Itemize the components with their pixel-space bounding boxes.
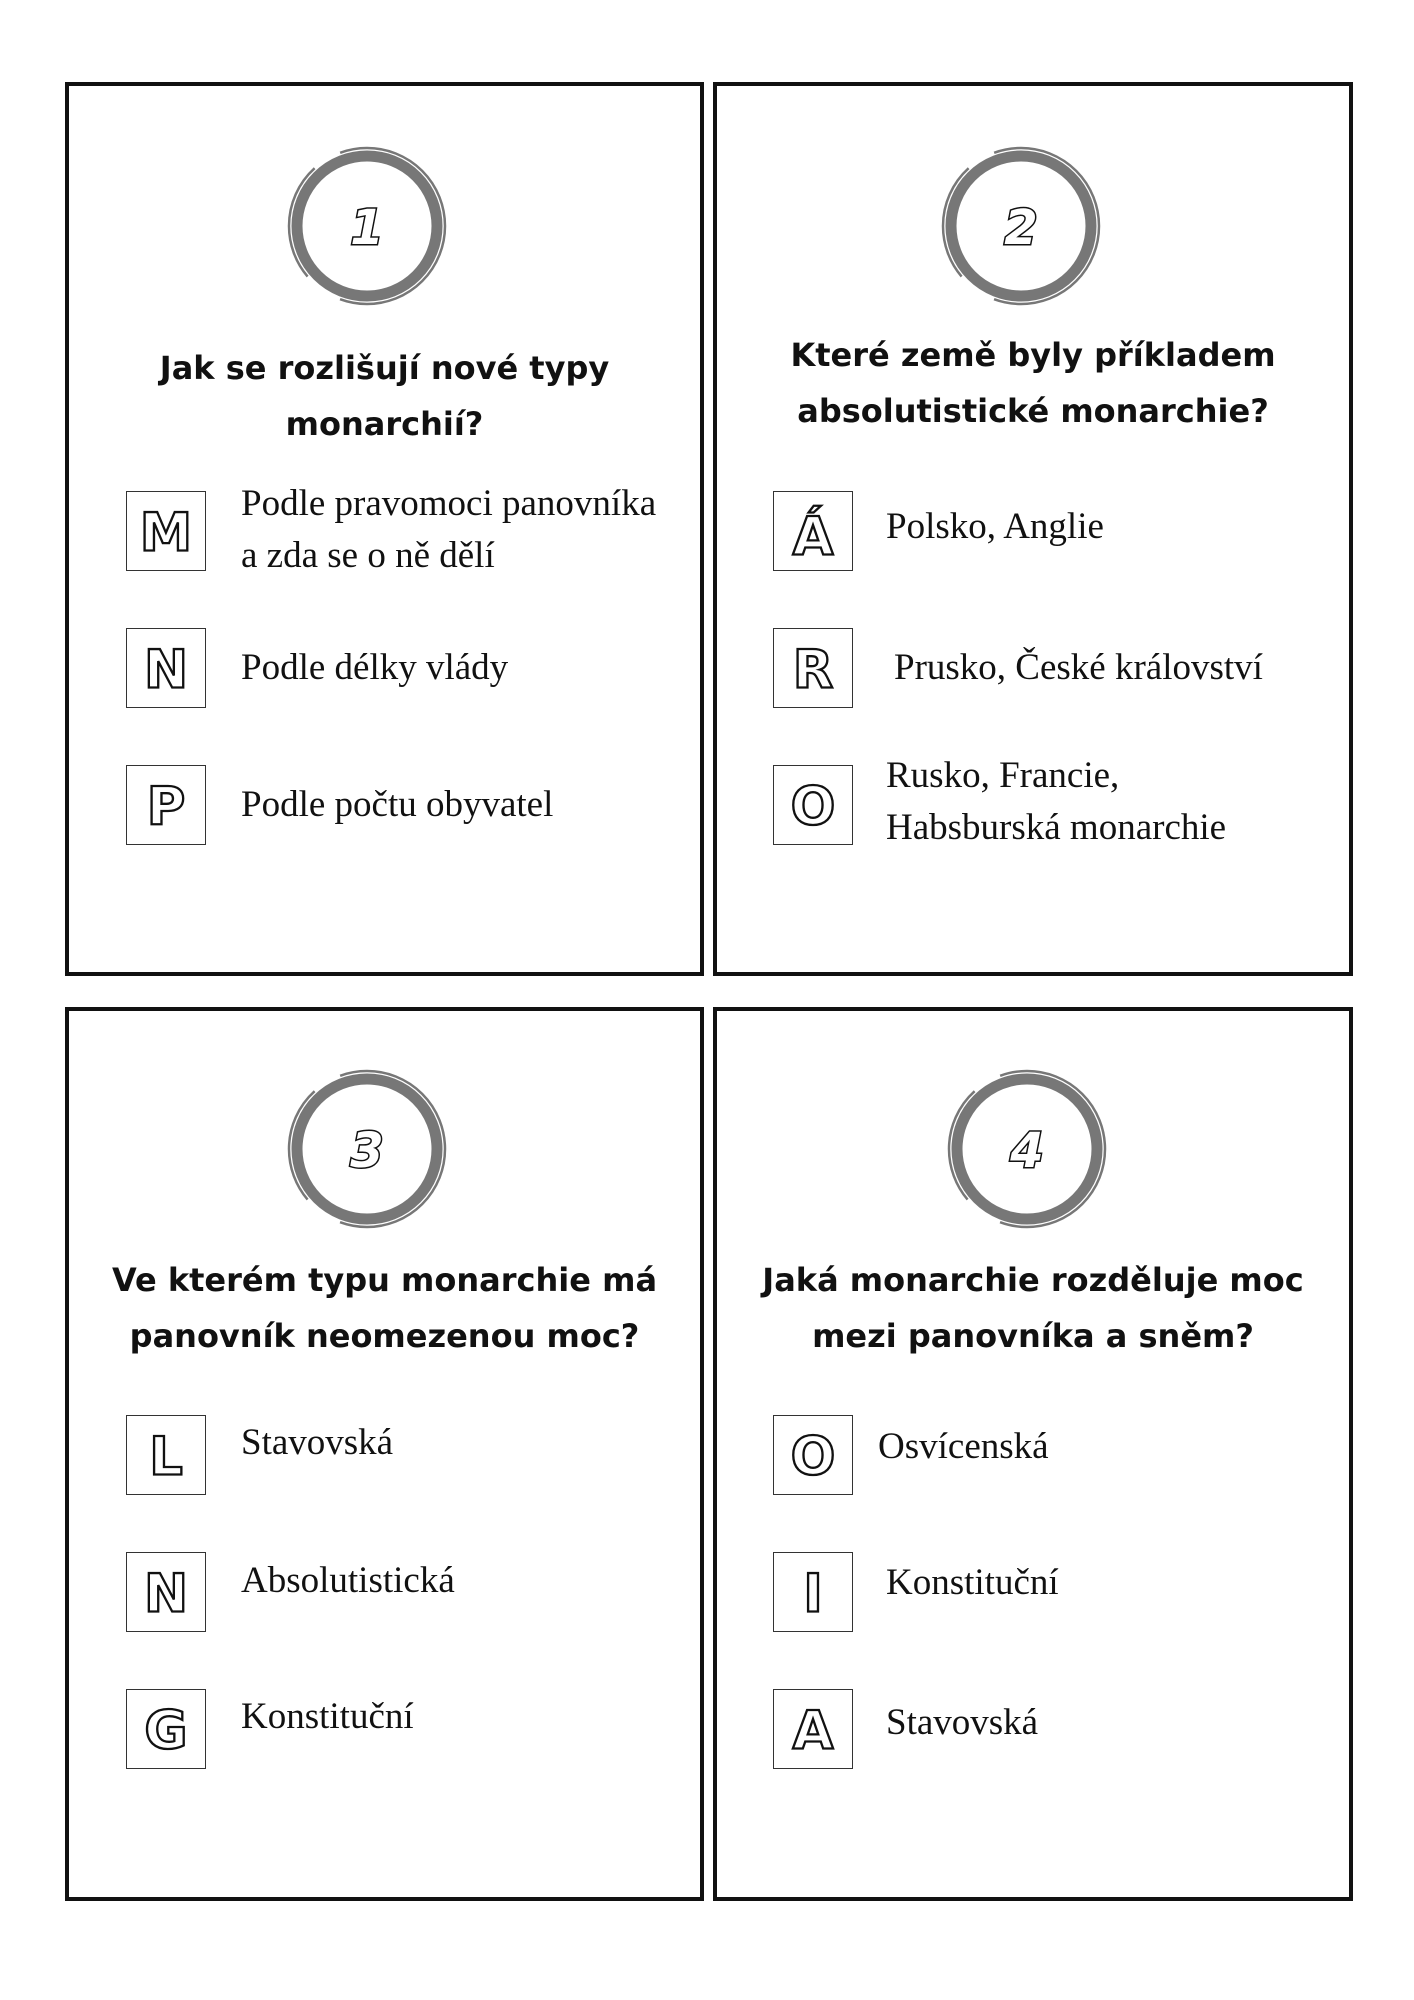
card-number: 3 xyxy=(350,1123,384,1179)
card-number: 1 xyxy=(350,200,384,256)
option-text: Podle počtu obyvatel xyxy=(241,784,554,825)
option-letter: I xyxy=(803,1563,823,1625)
option-text: Polsko, Anglie xyxy=(886,506,1104,547)
question-text: Ve kterém typu monarchie má panovník neomezenou moc? xyxy=(111,1261,658,1355)
option-text: Prusko, České království xyxy=(894,647,1263,688)
option-letter: O xyxy=(790,776,836,838)
option-letter: G xyxy=(144,1700,188,1762)
card-number: 2 xyxy=(1004,200,1038,256)
option-letter-box xyxy=(773,1689,853,1769)
card-number-badge xyxy=(287,146,447,306)
ring-icon xyxy=(287,1069,447,1229)
option-letter-box xyxy=(126,1689,206,1769)
card-number-badge xyxy=(941,146,1101,306)
option-letter: N xyxy=(143,1563,189,1625)
option-letter-box xyxy=(126,491,206,571)
option-letter: O xyxy=(790,1426,836,1488)
ring-icon xyxy=(947,1069,1107,1229)
option-letter: N xyxy=(143,639,189,701)
option-letter: Á xyxy=(792,506,834,568)
option-letter: R xyxy=(792,639,834,701)
card-number-badge xyxy=(947,1069,1107,1229)
quiz-card-1 xyxy=(65,82,704,976)
option-letter-box xyxy=(773,1552,853,1632)
option-text: Konstituční xyxy=(886,1562,1059,1603)
option-text: Konstituční xyxy=(241,1696,414,1737)
option-letter-box xyxy=(773,765,853,845)
question-text: Jaká monarchie rozděluje moc mezi panovníka a sněm? xyxy=(762,1261,1304,1355)
option-letter: A xyxy=(792,1700,834,1762)
option-text: Podle pravomoci panovníka a zda se o ně dělí xyxy=(241,483,657,576)
ring-icon xyxy=(287,146,447,306)
option-letter: M xyxy=(139,502,193,564)
question-text: Jak se rozlišují nové typy monarchií? xyxy=(159,349,610,443)
option-letter-box xyxy=(126,1552,206,1632)
option-letter-box xyxy=(126,628,206,708)
quiz-card-2 xyxy=(713,82,1353,976)
question-text: Které země byly příkladem absolutistické monarchie? xyxy=(790,336,1276,430)
card-number: 4 xyxy=(1010,1123,1044,1179)
option-text: Stavovská xyxy=(241,1422,394,1463)
option-letter-box xyxy=(126,765,206,845)
option-letter: P xyxy=(146,776,186,838)
option-letter-box xyxy=(773,491,853,571)
ring-icon xyxy=(941,146,1101,306)
option-text: Podle délky vlády xyxy=(241,647,509,688)
option-text: Osvícenská xyxy=(878,1426,1049,1467)
option-letter: L xyxy=(149,1426,183,1488)
option-letter-box xyxy=(126,1415,206,1495)
option-text: Rusko, Francie, Habsburská monarchie xyxy=(886,755,1227,848)
option-text: Stavovská xyxy=(886,1702,1039,1743)
card-number-badge xyxy=(287,1069,447,1229)
option-text: Absolutistická xyxy=(241,1560,455,1601)
option-letter-box xyxy=(773,628,853,708)
quiz-card-3 xyxy=(65,1007,704,1901)
option-letter-box xyxy=(773,1415,853,1495)
quiz-card-4 xyxy=(713,1007,1353,1901)
